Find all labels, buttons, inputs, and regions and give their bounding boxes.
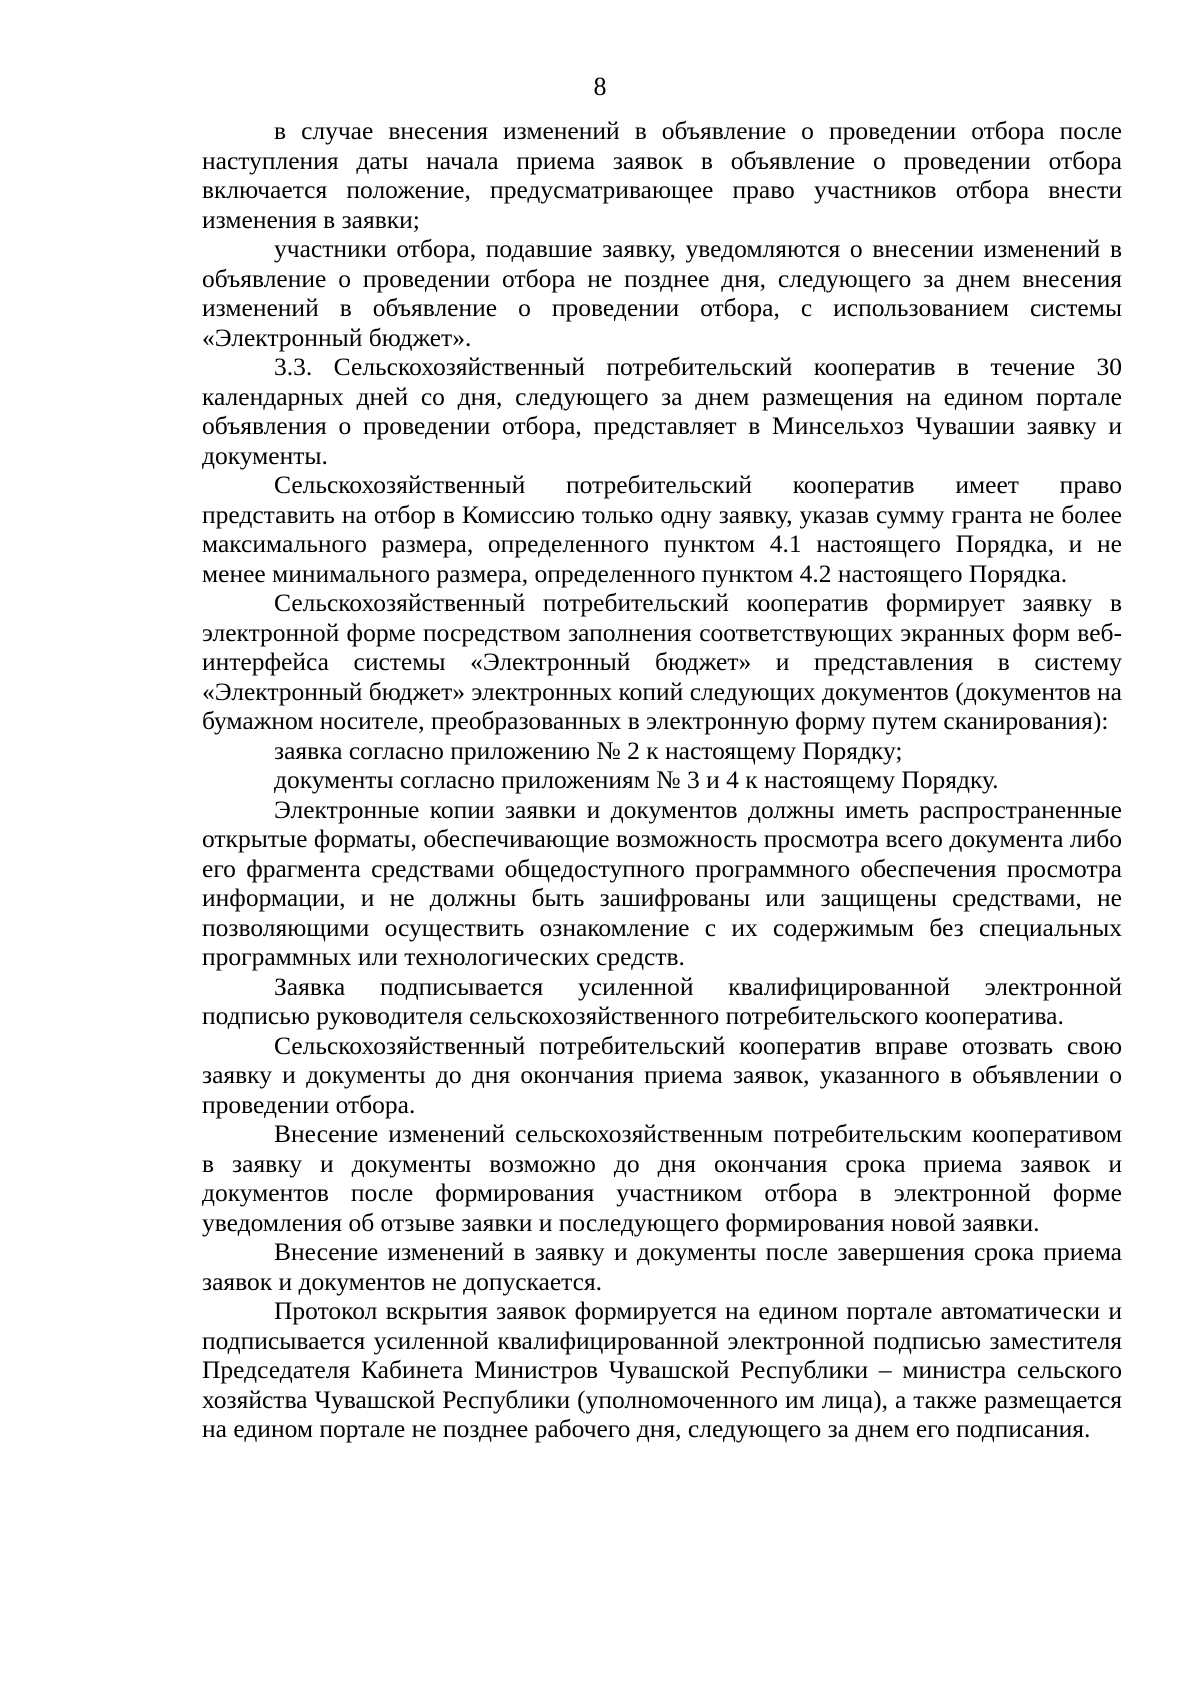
list-item-application-annex-2: заявка согласно приложению № 2 к настоящему Порядку; [274, 735, 903, 765]
paragraph-electronic-form: Сельскохозяйственный потребительский кооператив формирует заявку в электронной форме посредством заполнения соответствующих экранных форм веб-интерфейса системы «Электронный бюджет» и представления в систему «Электронный бюджет» электронных копий следующих документов (документов на бумажном носителе, преобразованных в электронную форму путем сканирования): [202, 588, 1122, 735]
paragraph-participant-notification: участники отбора, подавшие заявку, уведомляются о внесении изменений в объявление о проведении отбора не позднее дня, следующего за днем внесения изменений в объявление о проведении отбора, с использованием системы «Электронный бюджет». [202, 234, 1122, 352]
paragraph-electronic-copies-formats: Электронные копии заявки и документов должны иметь распространенные открытые форматы, обеспечивающие возможность просмотра всего документа либо его фрагмента средствами общедоступного программного обеспечения просмотра информации, и не должны быть зашифрованы или защищены средствами, не позволяющими осуществить ознакомление с их содержимым без специальных программных или технологических средств. [202, 794, 1122, 971]
paragraph-withdrawal-right: Сельскохозяйственный потребительский кооператив вправе отозвать свою заявку и документы до дня окончания приема заявок, указанного в объявлении о проведении отбора. [202, 1030, 1122, 1119]
page-number: 8 [593, 72, 607, 101]
paragraph-no-amendments-after-deadline: Внесение изменений в заявку и документы после завершения срока приема заявок и документов не допускается. [202, 1237, 1122, 1296]
list-item-documents-annex-3-4: документы согласно приложениям № 3 и 4 к настоящему Порядку. [274, 765, 999, 794]
paragraph-one-application-right: Сельскохозяйственный потребительский кооператив имеет право представить на отбор в Комиссию только одну заявку, указав сумму гранта не более максимального размера, определенного пунктом 4.1 настоящего Порядка, и не менее минимального размера, определенного пунктом 4.2 настоящего Порядка. [202, 470, 1122, 588]
paragraph-electronic-signature: Заявка подписывается усиленной квалифицированной электронной подписью руководителя сельскохозяйственного потребительского кооператива. [202, 971, 1122, 1030]
paragraph-3-3-submission-term: 3.3. Сельскохозяйственный потребительский кооператив в течение 30 календарных дней со дня, следующего за днем размещения на едином портале объявления о проведении отбора, представляет в Минсельхоз Чувашии заявку и документы. [202, 352, 1122, 470]
paragraph-opening-protocol: Протокол вскрытия заявок формируется на едином портале автоматически и подписывается усиленной квалифицированной электронной подписью заместителя Председателя Кабинета Министров Чувашской Республики – министра сельского хозяйства Чувашской Республики (уполномоченного им лица), а также размещается на едином портале не позднее рабочего дня, следующего за днем его подписания. [202, 1296, 1122, 1443]
paragraph-amendment-after-start: в случае внесения изменений в объявление о проведении отбора после наступления даты начала приема заявок в объявление о проведении отбора включается положение, предусматривающее право участников отбора внести изменения в заявки; [202, 116, 1122, 234]
paragraph-amendment-procedure: Внесение изменений сельскохозяйственным потребительским кооперативом в заявку и документы возможно до дня окончания срока приема заявок и документов после формирования участником отбора в электронной форме уведомления об отзыве заявки и последующего формирования новой заявки. [202, 1119, 1122, 1237]
document-body [202, 116, 1122, 1444]
